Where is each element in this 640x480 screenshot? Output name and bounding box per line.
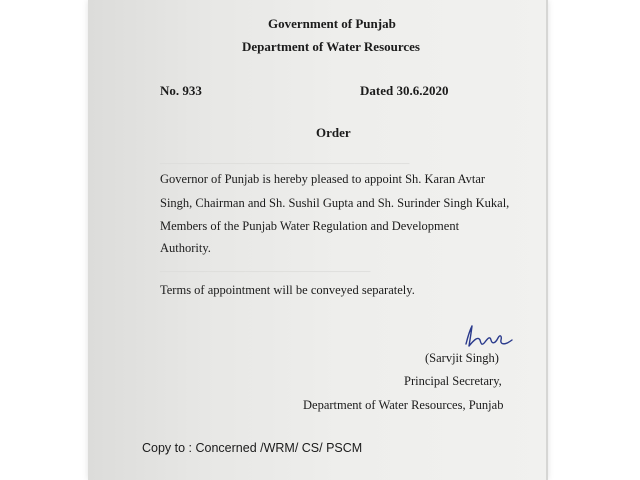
body-line-2: Singh, Chairman and Sh. Sushil Gupta and Sh. Surinder Singh Kukal,: [160, 196, 510, 210]
signatory-department: Department of Water Resources, Punjab: [303, 398, 504, 412]
order-date: Dated 30.6.2020: [360, 83, 449, 98]
body-line-3: Members of the Punjab Water Regulation and Development: [160, 219, 460, 233]
bleed-through-text: ───────────────────────────: [160, 266, 371, 278]
paper-edge: [546, 0, 548, 480]
signatory-name: (Sarvjit Singh): [425, 351, 499, 365]
bleed-through-text: ────────────────────────────────: [160, 158, 410, 170]
body-line-4: Authority.: [160, 241, 211, 255]
order-heading: Order: [316, 125, 351, 140]
signature-icon: [458, 322, 518, 352]
terms-line: Terms of appointment will be conveyed separately.: [160, 283, 415, 297]
header-department: Department of Water Resources: [242, 39, 420, 54]
order-number: No. 933: [160, 83, 202, 98]
header-government: Government of Punjab: [268, 16, 396, 31]
signatory-title: Principal Secretary,: [404, 374, 502, 388]
body-line-1: Governor of Punjab is hereby pleased to appoint Sh. Karan Avtar: [160, 172, 486, 186]
copy-to-line: Copy to : Concerned /WRM/ CS/ PSCM: [142, 441, 363, 455]
